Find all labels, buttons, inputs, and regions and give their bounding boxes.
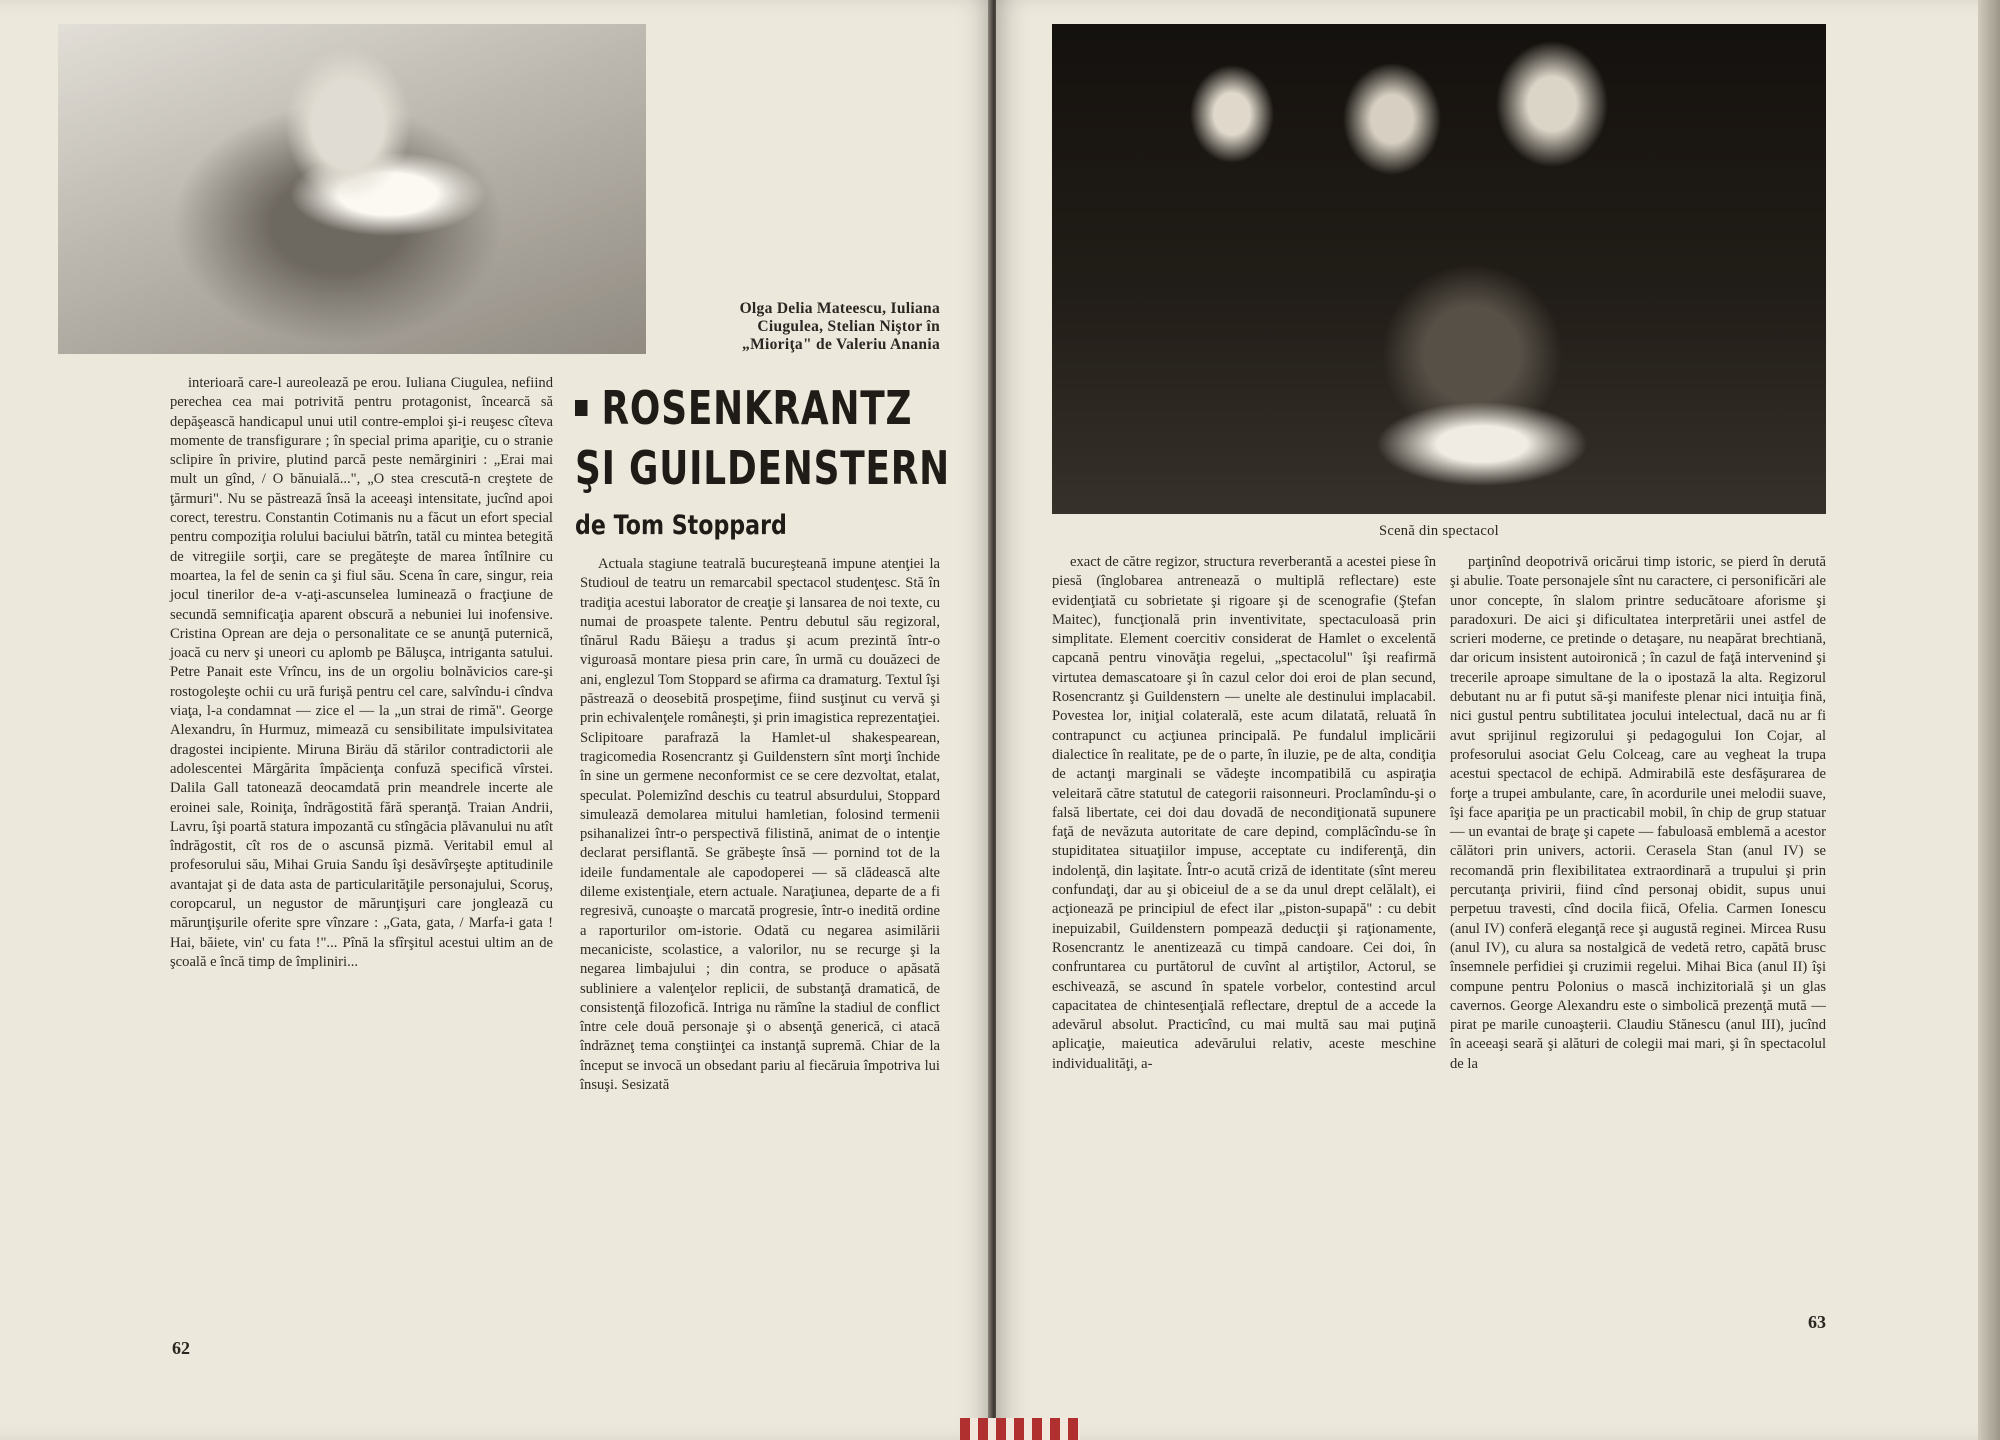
article-title-block xyxy=(575,380,950,541)
bullet-square-icon xyxy=(575,400,587,416)
left-column-2-text: Actuala stagiune teatrală bucureşteană impune atenţiei la Studioul de teatru un remarcabil spectacol studenţesc. Stă în tradiţia acestui laborator de creaţie şi lansarea de noi texte, cu numai de proaspete talente. Pentru debutul său regizoral, tînărul Radu Băieşu a tradus şi acum prezintă într-o viguroasă montare piesa prin care, în urmă cu douăzeci de ani, englezul Tom Stoppard se afirma ca dramaturg. Textul îşi păstrează o deosebită prospeţime, fiind susţinut cu vervă şi prin echivalenţele româneşti, şi prin imagistica reprezentaţiei. Sclipitoare parafrază la Hamlet-ul shakespearean, tragicomedia Rosencrantz şi Guildenstern sînt morţi închide în sine un germene neconformist ce se cere dezvoltat, etalat, speculat. Polemizînd deschis cu teatrul absurdului, Stoppard simulează demolarea mitului hamletian, folosind termenii psihanalizei într-o perspectivă filistină, animat de o intenţie declarat persiflantă. Se grăbeşte însă — pornind tot de la ideile fundamentale ale capodoperei — să clădească alte dileme existenţiale, etern actuale. Naraţiunea, departe de a fi regresivă, cunoaşte o marcată progresie, într-o inedită ordine a raporturilor om-istorie. Odată cu negarea asimilării mecaniciste, scolastice, a valorilor, nu se recurge şi la negarea limbajului ; din contra, se produce o apăsată subliniere a valenţelor replicii, de substanţă dramatică, de consistenţă filozofică. Intriga nu rămîne la stadiul de conflict între cele două personaje şi o absenţă generică, ci atacă îndrăzneţ tema conştiinţei ca instanţă supremă. Chiar de la început se invocă un obsedant pariu al fiecăruia împotriva lui însuşi. Sesizată xyxy=(580,556,940,1094)
left-column-2 xyxy=(580,555,940,1095)
right-column-1 xyxy=(1052,553,1436,1074)
photo-caption-right: Scenă din spectacol xyxy=(1378,523,1500,539)
right-column-2 xyxy=(1450,553,1826,1074)
bookmark-ribbon xyxy=(960,1418,1080,1440)
article-title-line-2: ŞI GUILDENSTERN xyxy=(575,441,950,495)
right-column-2-text: parţinînd deopotrivă oricărui timp istoric, se pierd în derută şi abulie. Toate personajele sînt nu caractere, ci personificări ale unor concepte, în slalom printre seducătoare aforisme şi paradoxuri. De aici şi dificultatea interpretării unei astfel de scrieri moderne, ce pretinde o detaşare, nu neapărat brechtiană, dar oricum insistent autoironică ; în cazul de faţă intervenind şi trecerile aproape simultane de la o ipostază la alta. Regizorul debutant nu ar fi putut să-şi manifeste plenar nici intuiţia fină, nici gustul pentru subtilitatea jocului intelectual, dacă nu ar fi avut sprijinul regizorului şi pedagogului Ion Cojar, al profesorului asociat Gelu Colceag, care au vegheat la trupa acestui spectacol de echipă. Admirabilă este desfăşurarea de forţe a trupei ambulante, care, în acordurile unei melodii suave, îşi face apariţia pe un practicabil mobil, în chip de grup statuar — un evantai de braţe şi capete — fabuloasă emblemă a acestor călători prin univers, actorii. Cerasela Stan (anul IV) se recomandă prin flexibilitatea extraordinară a trupului şi prin percutanţa privirii, fiind cînd personaj obidit, supus unui perpetuu travesti, cînd docila fiică, Ofelia. Carmen Ionescu (anul IV) conferă eleganţă rece şi augustă reginei. Mircea Rusu (anul IV), cu alura sa nostalgică de vedetă retro, capătă brusc însemnele perfidiei şi cruzimii regelui. Mihai Bica (anul II) îşi compune pentru Polonius o mască inchizitorială şi un glas cavernos. George Alexandru este o simbolică prezenţă mută — pirat pe marile cunoaşterii. Claudiu Stănescu (anul III), jucînd în aceeaşi seară şi alături de colegii mai mari, şi în spectacolul de la xyxy=(1450,554,1826,1072)
right-column-1-text: exact de către regizor, structura reverberantă a acestei piese în piesă (înglobarea antrenează o multiplă reflectare) este evidenţiată cu sobrietate şi rigoare şi de scenografie (Ştefan Maitec), funcţională prin inventivitate, spectaculoasă prin simplitate. Element coercitiv considerat de Hamlet o excelentă capcană pentru vinovăţia regelui, „spectacolul" îşi reafirmă virtutea demascatoare şi în cazul celor doi eroi de plan secund, Rosencrantz şi Guildenstern — unelte ale destinului implacabil. Povestea lor, iniţial colaterală, este acum dilatată, reluată în contrapunct cu acţiunea principală. Pe fundalul implicării dialectice în realitate, pe de o parte, în iluzie, pe de alta, condiţia de actanţi marginali se vădeşte incompatibilă cu aspiraţia veleitară către statutul de categorii raisonneuri. Proclamîndu-şi o falsă libertate, cei doi dau dovadă de necondiţionată supunere faţă de nevăzuta autoritate de care depind, complăcîndu-se în stupiditatea situaţiilor impuse, acceptate cu indiferenţă, din indolenţă, din laşitate. Într-o acută criză de identitate (sînt mereu confundaţi, dar au şi obiceiul de a se da unul drept celălalt), ei acţionează pe principiul de efect ilar „piston-supapă" : cu debit inepuizabil, Guildenstern pompează deducţii şi raţionamente, Rosencrantz le anentizează cu timpă candoare. Cei doi, în confruntarea cu purtătorul de cuvînt al artiştilor, Actorul, se eschivează, se ascund în spatele vorbelor, contestind arcul capacitatea de chintesenţială reflectare, dreptul de a accede la adevărul absolut. Practicînd, cu mai multă sau mai puţină aplicaţie, maieutica adevărului relativ, aceste meschine individualităţi, a- xyxy=(1052,554,1436,1072)
left-page xyxy=(0,0,992,1440)
photo-scene xyxy=(1052,24,1826,514)
article-title-text-1: ROSENKRANTZ xyxy=(601,381,913,435)
article-title-line-1 xyxy=(575,380,913,436)
left-column-1-text: interioară care-l aureolează pe erou. Iuliana Ciugulea, nefiind perechea cea mai potrivită pentru protagonist, încearcă să depăşească handicapul unui util contre-emploi şi-i reuşesc cîteva momente de transfigurare ; în special prima apariţie, cu o stranie sclipire în privire, plutind parcă peste nemărginiri : „Erai mai mult un gînd, / O bănuială...", „O stea crescută-n creştete de ţărmuri". Nu se păstrează însă la aceeaşi intensitate, jucînd apoi corect, terestru. Constantin Cotimanis nu a făcut un efort special pentru compoziţia rolului baciului bătrîn, tatăl cu mintea betegită de vitregiile sorţii, care se pregăteşte de marea întîlnire cu moartea, la fel de senin ca şi fiul său. Scena în care, singur, reia jocul tinerilor de-a v-aţi-ascunselea luminează o fracţiune de secundă semnificaţia aparent obscură a nebuniei lui inofensive. Cristina Oprean are deja o personalitate ce se anunţă puternică, joacă cu nerv şi uneori cu aplomb pe Băluşca, intriganta satului. Petre Panait este Vrîncu, ins de un orgoliu bolnăvicios care-şi rostogoleşte ochii cu ură furişă pentru cel care, salvîndu-i cîndva viaţa, l-a condamnat — zice el — la „un strai de rimă". George Alexandru, în Hurmuz, mimează cu sensibilitate impulsivitatea dragostei incipiente. Miruna Biräu dă stărilor contradictorii ale adolescentei Mărgărita împăcienţa confuză specifică vîrstei. Dalila Gall tatonează deocamdată prin meandrele incerte ale eroinei sale, Roiniţa, îndrăgostită fără speranţă. Traian Andrii, Lavru, îşi poartă statura impozantă cu stîngăcia plăvanului nu atît îndrăgostit, cît ros de o ascunsă pizmă. Veritabil emul al profesorului său, Mihai Gruia Sandu îşi desăvîrşeşte aptitudinile avantajat şi de data asta de particularităţile personajului, Scoruş, coropcarul, un negustor de mărunţişuri care jonglează cu mărunţişurile oferite spre vînzare : „Gata, gata, / Marfa-i gata ! Hai, băiete, vin' cu fata !"... Pînă la sfîrşitul acestui ultim an de şcoală e încă timp de împliniri... xyxy=(170,375,553,970)
page-number-left: 62 xyxy=(172,1338,190,1358)
article-author: de Tom Stoppard xyxy=(575,510,787,541)
photo-caption-left: Olga Delia Mateescu, Iuliana Ciugulea, Stelian Niştor în „Mioriţa" de Valeriu Anania xyxy=(739,300,940,353)
left-column-1 xyxy=(170,374,553,972)
page-edge-right xyxy=(1978,0,2000,1440)
photo-miorita xyxy=(58,24,646,354)
page-number-right: 63 xyxy=(1808,1312,1826,1332)
